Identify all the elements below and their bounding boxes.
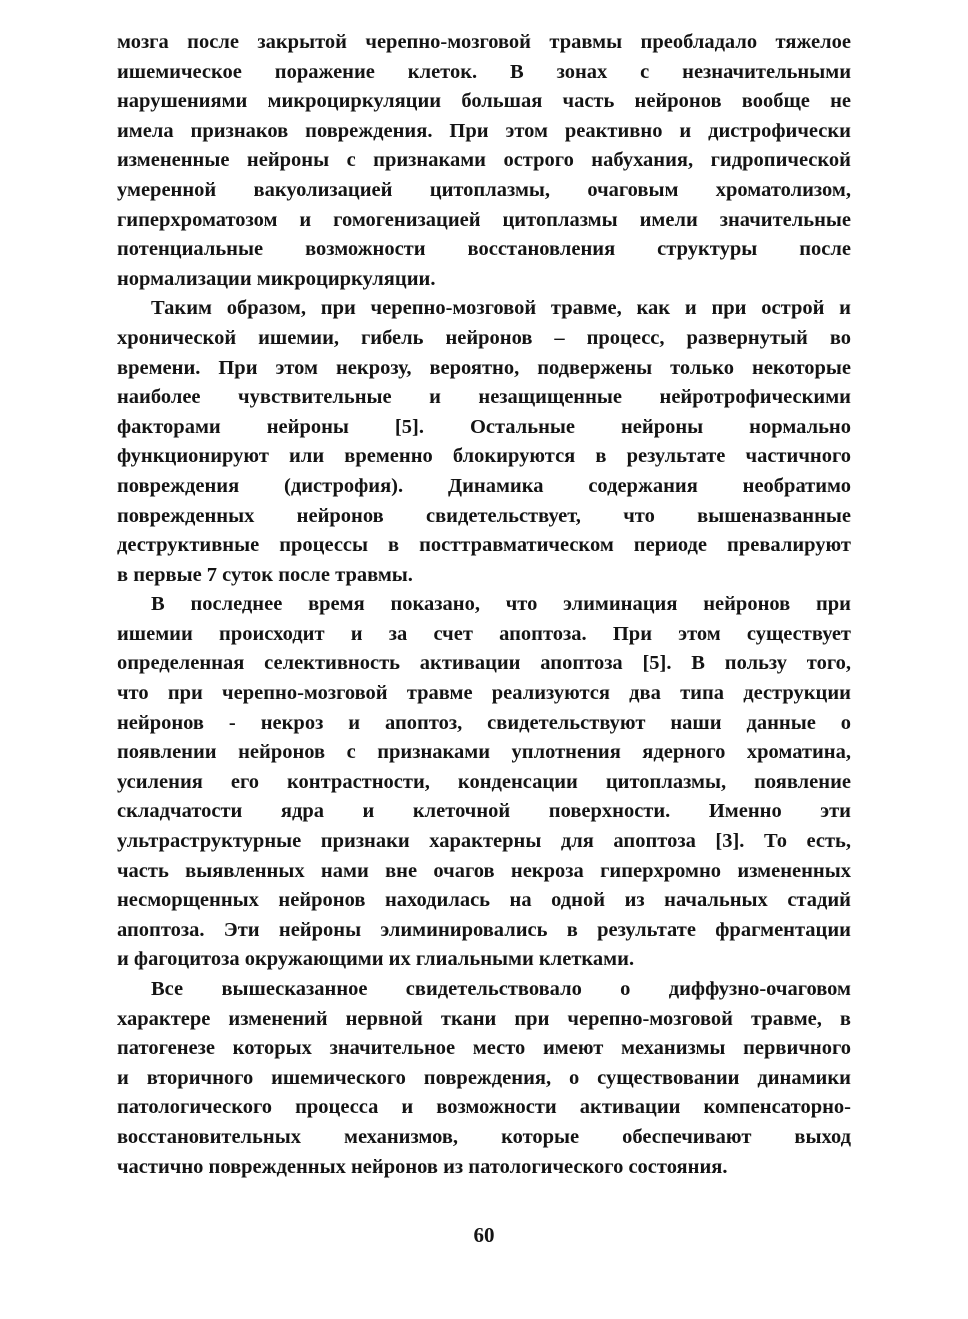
text-line: времени. При этом некрозу, вероятно, подвержены только некоторые — [117, 356, 851, 379]
text-line: патологического процесса и возможности активации компенсаторно- — [117, 1096, 851, 1119]
text-line: нейронов - некроз и апоптоз, свидетельствуют наши данные о — [117, 711, 851, 734]
paragraph-2 — [117, 294, 851, 590]
text-line: факторами нейроны [5]. Остальные нейроны нормально — [117, 415, 851, 438]
text-line: В последнее время показано, что элиминация нейронов при — [151, 593, 851, 616]
text-line: хронической ишемии, гибель нейронов – процесс, развернутый во — [117, 326, 851, 349]
text-line: ишемии происходит и за счет апоптоза. При этом существует — [117, 622, 851, 645]
text-line: деструктивные процессы в посттравматическом периоде превалируют — [117, 534, 851, 557]
text-line: гиперхроматозом и гомогенизацией цитоплазмы имели значительные — [117, 208, 851, 231]
text-line: поврежденных нейронов свидетельствует, что вышеназванные — [117, 504, 851, 527]
page-number: 60 — [473, 1223, 495, 1247]
text-line: нормализации микроциркуляции. — [117, 267, 436, 290]
text-line: появлении нейронов с признаками уплотнения ядерного хроматина, — [117, 741, 851, 764]
paragraph-4 — [117, 975, 851, 1182]
paragraph-3 — [117, 590, 851, 975]
text-line: и фагоцитоза окружающими их глиальными клетками. — [117, 948, 635, 971]
text-line: восстановительных механизмов, которые обеспечивают выход — [117, 1125, 851, 1148]
text-line: усиления его контрастности, конденсации цитоплазмы, появление — [117, 770, 851, 793]
text-line: что при черепно-мозговой травме реализуются два типа деструкции — [117, 682, 851, 705]
text-line: повреждения (дистрофия). Динамика содержания необратимо — [117, 474, 851, 497]
paragraph-1 — [117, 28, 851, 294]
text-line: потенциальные возможности восстановления структуры после — [117, 238, 851, 261]
text-line: складчатости ядра и клеточной поверхности. Именно эти — [117, 800, 851, 823]
text-line: ишемическое поражение клеток. В зонах с незначительными — [117, 60, 851, 83]
text-line: ультраструктурные признаки характерны для апоптоза [3]. То есть, — [117, 830, 851, 853]
text-line: мозга после закрытой черепно-мозговой травмы преобладало тяжелое — [117, 31, 851, 53]
text-line: патогенезе которых значительное место имеют механизмы первичного — [117, 1037, 851, 1060]
text-line: определенная селективность активации апоптоза [5]. В пользу того, — [117, 652, 851, 675]
text-line: Все вышесказанное свидетельствовало о диффузно-очаговом — [151, 978, 851, 1000]
text-line: характере изменений нервной ткани при черепно-мозговой травме, в — [117, 1007, 851, 1030]
text-line: в первые 7 суток после травмы. — [117, 563, 413, 586]
text-line: частично поврежденных нейронов из патологического состояния. — [117, 1155, 728, 1178]
text-line: несморщенных нейронов находилась на одной из начальных стадий — [117, 889, 851, 912]
text-line: умеренной вакуолизацией цитоплазмы, очаговым хроматолизом, — [117, 178, 851, 201]
body-text — [117, 28, 851, 1182]
text-line: функционируют или временно блокируются в результате частичного — [117, 445, 851, 468]
text-line: апоптоза. Эти нейроны элиминировались в результате фрагментации — [117, 918, 851, 941]
text-line: имела признаков повреждения. При этом реактивно и дистрофически — [117, 119, 851, 142]
text-line: измененные нейроны с признаками острого набухания, гидропической — [117, 149, 851, 172]
text-line: и вторичного ишемического повреждения, о существовании динамики — [117, 1066, 851, 1089]
text-line: нарушениями микроциркуляции большая часть нейронов вообще не — [117, 90, 851, 113]
text-line: Таким образом, при черепно-мозговой травме, как и при острой и — [151, 297, 851, 320]
text-line: часть выявленных нами вне очагов некроза гиперхромно измененных — [117, 859, 851, 882]
text-line: наиболее чувствительные и незащищенные нейротрофическими — [117, 386, 851, 409]
